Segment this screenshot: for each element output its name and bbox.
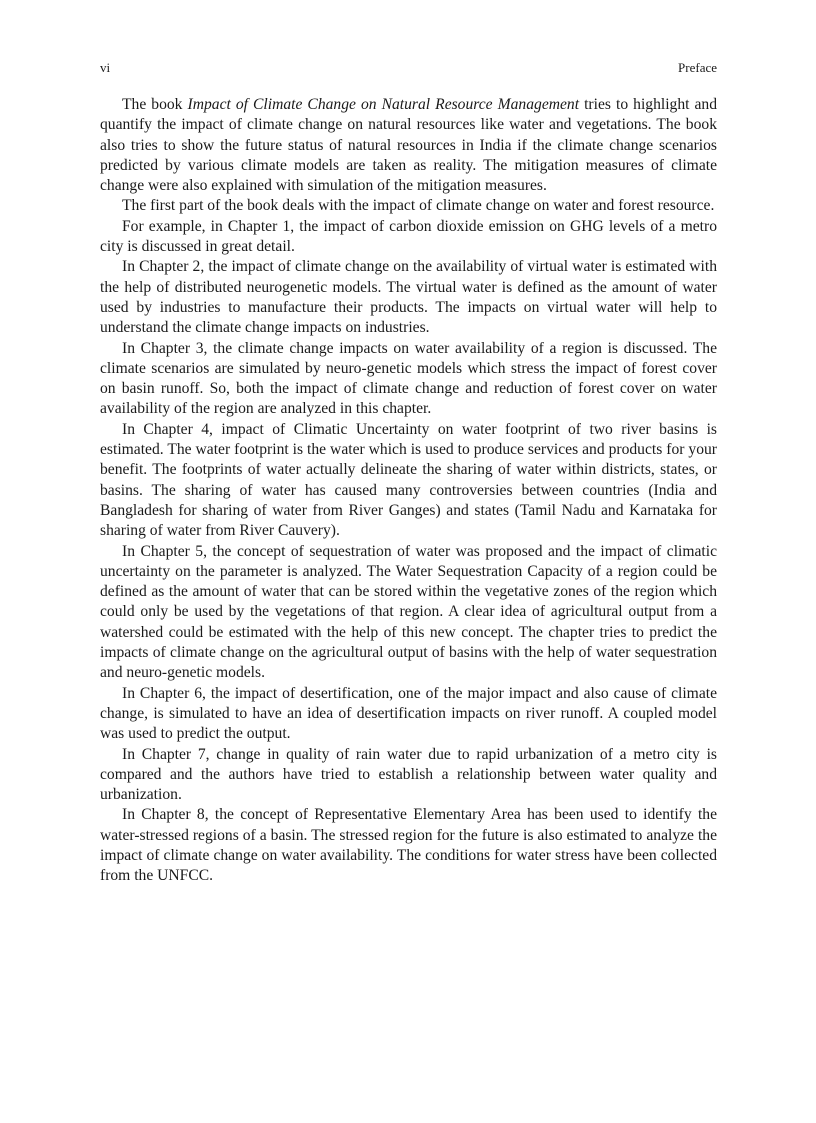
paragraph-intro — [100, 95, 717, 196]
paragraph-chapter-2: In Chapter 2, the impact of climate change on the availability of virtual water is estimated with the help of distributed neurogenetic models. The virtual water is defined as the amount of water used by industries to manufacture their products. The impacts on virtual water will help to understand the climate change impacts on industries. — [100, 258, 717, 337]
book-title: Impact of Climate Change on Natural Resource Management — [187, 96, 580, 113]
page-number: vi — [100, 60, 111, 75]
paragraph-chapter-1: For example, in Chapter 1, the impact of carbon dioxide emission on GHG levels of a metro city is discussed in great detail. — [100, 217, 717, 256]
paragraph-chapter-8: In Chapter 8, the concept of Representative Elementary Area has been used to identify the water-stressed regions of a basin. The stressed region for the future is also estimated to analyze the impact of climate change on water availability. The conditions for water stress have been collected from the UNFCC. — [100, 806, 717, 885]
intro-lead: The book — [122, 96, 188, 113]
intro-rest: tries to highlight and quantify the impact of climate change on natural resources like water and vegetations. The book also tries to show the future status of natural resources in India if the climate change scenarios predicted by various climate models are taken as reality. The mitigation measures of climate change were also explained with simulation of the mitigation measures. — [100, 96, 718, 195]
running-header — [100, 59, 717, 77]
paragraph-chapter-6: In Chapter 6, the impact of desertification, one of the major impact and also cause of climate change, is simulated to have an idea of desertification impacts on river runoff. A coupled model was used to predict the output. — [100, 684, 717, 743]
paragraph-chapter-5: In Chapter 5, the concept of sequestration of water was proposed and the impact of climatic uncertainty on the parameter is analyzed. The Water Sequestration Capacity of a region could be defined as the amount of water that can be stored within the vegetative zones of the region which could only be used by the vegetations of that region. A clear idea of agricultural output from a watershed could be estimated with the help of this new concept. The chapter tries to predict the impacts of climate change on the agricultural output of basins with the help of water sequestration and neuro-genetic models. — [100, 542, 717, 682]
paragraph-chapter-3: In Chapter 3, the climate change impacts on water availability of a region is discussed. The climate scenarios are simulated by neuro-genetic models which stress the impact of forest cover on basin runoff. So, both the impact of climate change and reduction of forest cover on water availability of the region are analyzed in this chapter. — [100, 339, 717, 418]
paragraph-chapter-7: In Chapter 7, change in quality of rain water due to rapid urbanization of a metro city is compared and the authors have tried to establish a relationship between water quality and urbanization. — [100, 745, 717, 804]
preface-body — [100, 95, 717, 887]
running-head-title: Preface — [678, 60, 717, 75]
paragraph-first-part: The first part of the book deals with the impact of climate change on water and forest resource. — [122, 197, 715, 215]
paragraph-chapter-4: In Chapter 4, impact of Climatic Uncertainty on water footprint of two river basins is estimated. The water footprint is the water which is used to produce services and products for your benefit. The footprints of water actually delineate the sharing of water within districts, states, or basins. The sharing of water has caused many controversies between countries (India and Bangladesh for sharing of water from River Ganges) and states (Tamil Nadu and Karnataka for sharing of water from River Cauvery). — [100, 420, 717, 540]
